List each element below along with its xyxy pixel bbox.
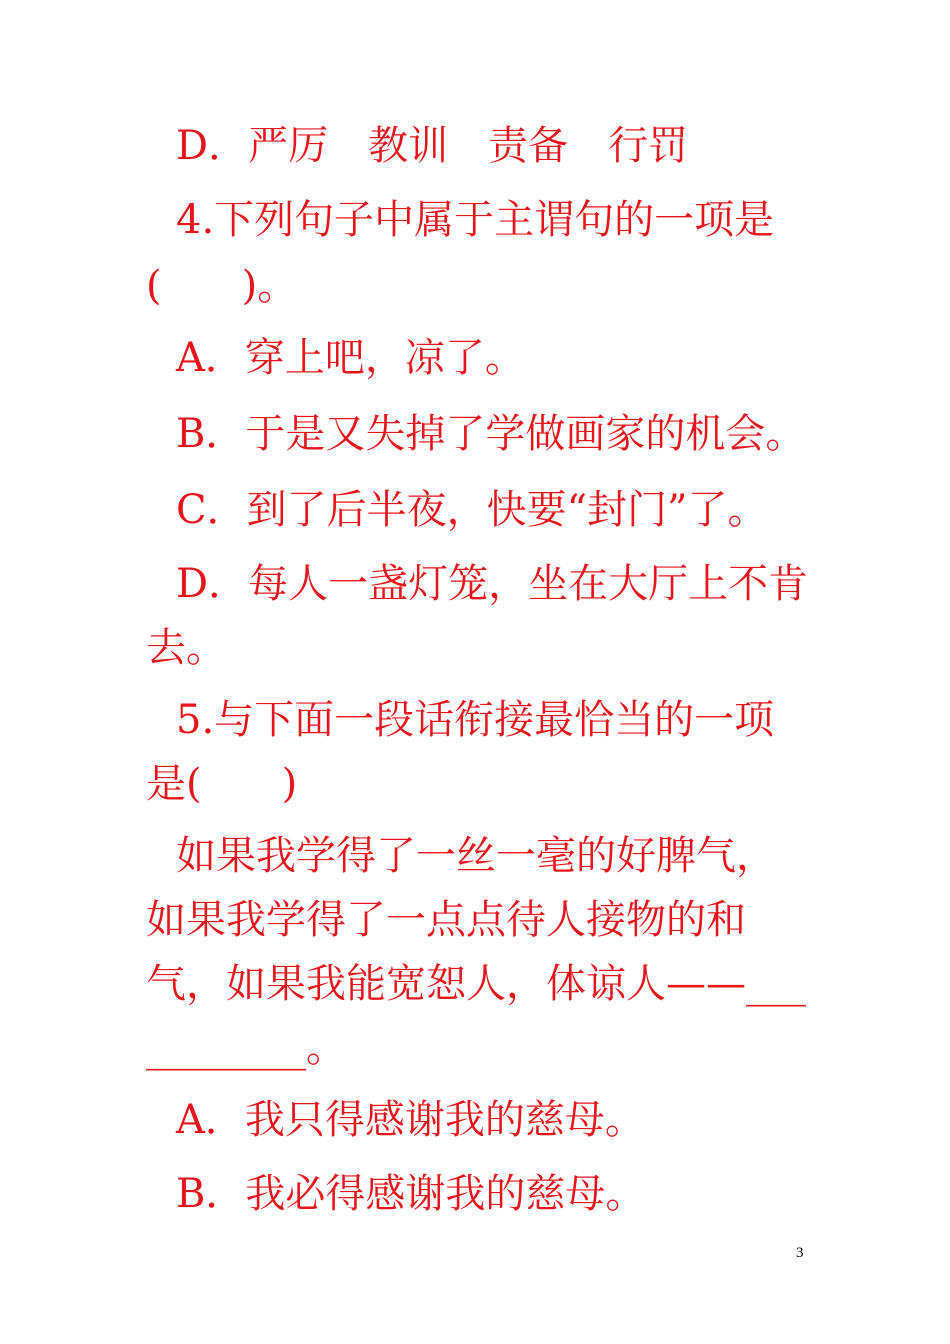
passage-line-1: 如果我学得了一丝一毫的好脾气， [176,833,776,879]
page-number: 3 [796,1245,804,1261]
question-5-line-2: 是( ) [146,761,298,807]
question-4-line-1: 4.下列句子中属于主谓句的一项是 [176,197,775,243]
option-a-q4: A．穿上吧，凉了。 [176,335,525,381]
option-c-q4: C．到了后半夜，快要“封门”了。 [176,487,768,533]
passage-line-3: 气，如果我能宽恕人，体谅人——___ [146,961,806,1007]
option-b-q5: B．我必得感谢我的慈母。 [176,1171,646,1217]
option-d-q4-line-1: D．每人一盏灯笼，坐在大厅上不肯 [176,561,809,607]
option-a-q5: A．我只得感谢我的慈母。 [176,1097,645,1143]
option-d-q4-line-2: 去。 [146,625,226,671]
passage-line-4: ________。 [146,1025,346,1071]
option-b-q4: B．于是又失掉了学做画家的机会。 [176,411,806,457]
question-4-line-2: ( )。 [146,263,298,309]
passage-line-2: 如果我学得了一点点待人接物的和 [146,897,746,943]
option-d-q3: D．严厉 教训 责备 行罚 [176,123,689,169]
question-5-line-1: 5.与下面一段话衔接最恰当的一项 [176,697,775,743]
